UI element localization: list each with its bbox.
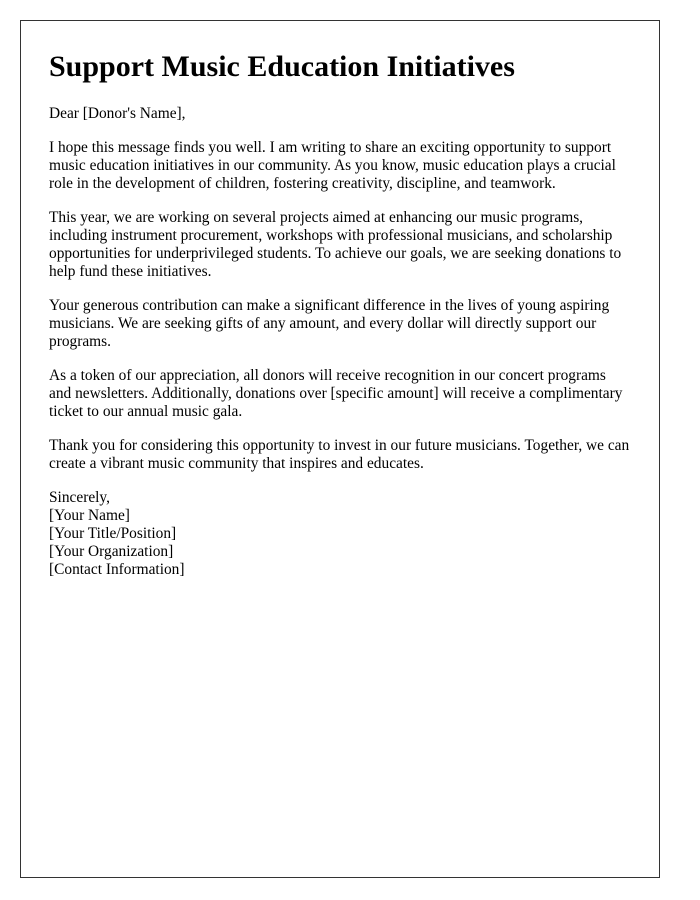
letter-paragraph-1: I hope this message finds you well. I am writing to share an exciting opportunity to support music education initiatives in our community. As you know, music education plays a crucial role in the development of children, fostering creativity, discipline, and teamwork. xyxy=(49,139,616,192)
letter-closing xyxy=(49,489,631,579)
letter-paragraph-4: As a token of our appreciation, all donors will receive recognition in our concert programs and newsletters. Additionally, donations over [specific amount] will receive a complimentary ticket to our annual music gala. xyxy=(49,367,623,420)
closing-title: [Your Title/Position] xyxy=(49,525,177,542)
closing-signoff: Sincerely, xyxy=(49,489,110,506)
closing-organization: [Your Organization] xyxy=(49,543,174,560)
letter-paragraph-3: Your generous contribution can make a significant difference in the lives of young aspiring musicians. We are seeking gifts of any amount, and every dollar will directly support our programs. xyxy=(49,297,610,350)
letter-title: Support Music Education Initiatives xyxy=(49,50,515,83)
closing-contact: [Contact Information] xyxy=(49,561,185,578)
letter-paragraph-5: Thank you for considering this opportunity to invest in our future musicians. Together, we can create a vibrant music community that inspires and educates. xyxy=(49,437,630,472)
letter-salutation: Dear [Donor's Name], xyxy=(49,105,186,122)
letter-page xyxy=(20,20,660,878)
letter-paragraph-2: This year, we are working on several projects aimed at enhancing our music programs, including instrument procurement, workshops with professional musicians, and scholarship opportunities for underprivileged students. To achieve our goals, we are seeking donations to help fund these initiatives. xyxy=(49,209,622,280)
closing-name: [Your Name] xyxy=(49,507,130,524)
